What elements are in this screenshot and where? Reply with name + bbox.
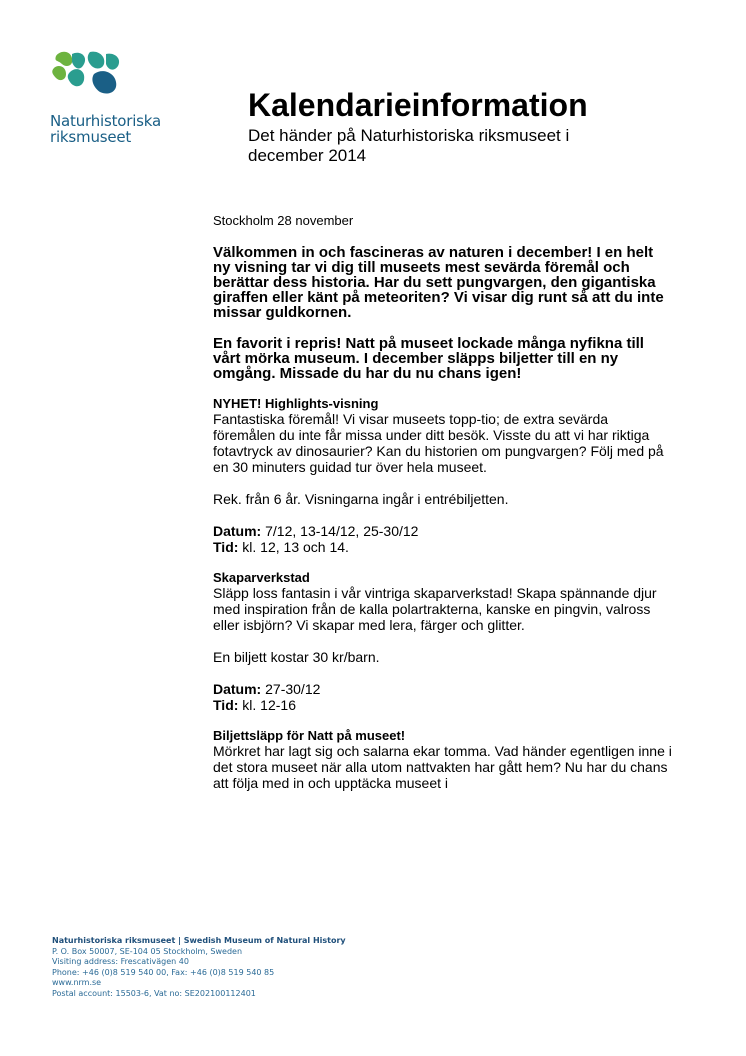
footer-line: Phone: +46 (0)8 519 540 00, Fax: +46 (0)8 519 540 85 — [52, 967, 275, 977]
logo-name-line1: Naturhistoriska — [50, 112, 162, 130]
section-heading: NYHET! Highlights-visning — [213, 396, 379, 411]
footer-title: Naturhistoriska riksmuseet | Swedish Museum of Natural History — [52, 936, 346, 945]
datum-label: Datum: — [213, 681, 262, 697]
tid-value: kl. 12-16 — [238, 697, 296, 713]
logo-name-line2: riksmuseet — [50, 128, 132, 146]
document-header — [248, 86, 708, 166]
section-highlights — [213, 397, 673, 555]
footer-line: Visiting address: Frescativägen 40 — [52, 957, 189, 966]
section-schedule — [213, 681, 673, 713]
logo-mark-icon — [50, 48, 128, 108]
section-body: Fantastiska föremål! Vi visar museets topp-tio; de extra sevärda föremålen du inte får missa under ditt besök. Visste du att vi har riktiga fotavtryck av dinosaurier? Kan du historien om pungvargen? Följ med på en 30 minuters guidad tur över hela museet. — [213, 411, 664, 475]
dateline: Stockholm 28 november — [213, 213, 354, 228]
tid-row — [213, 697, 673, 713]
footer-line: P. O. Box 50007, SE-104 05 Stockholm, Sweden — [52, 946, 243, 956]
document-subtitle — [248, 126, 708, 166]
logo-wordmark — [50, 113, 161, 145]
lead-paragraph-2: En favorit i repris! Natt på museet lockade många nyfikna till vårt mörka museum. I december släpps biljetter till en ny omgång. Missade du har du nu chans igen! — [213, 335, 644, 382]
subtitle-line1: Det händer på Naturhistoriska riksmuseet i — [248, 126, 570, 145]
section-schedule — [213, 523, 673, 555]
datum-value: 27-30/12 — [261, 681, 321, 697]
tid-label: Tid: — [213, 539, 239, 555]
lead-paragraph-1: Välkommen in och fascineras av naturen i december! I en helt ny visning tar vi dig till museets mest sevärda föremål och berättar dess historia. Har du sett pungvargen, den gigantiska giraffen eller känt på meteoriten? Vi visar dig runt så att du inte missar guldkornen. — [213, 244, 664, 321]
document-footer — [52, 936, 346, 999]
section-natt-pa-museet — [213, 729, 673, 791]
section-note: En biljett kostar 30 kr/barn. — [213, 649, 380, 665]
subtitle-line2: december 2014 — [248, 146, 367, 165]
datum-row — [213, 681, 673, 697]
section-body: Mörkret har lagt sig och salarna ekar tomma. Vad händer egentligen inne i det stora museet när alla utom nattvakten har gått hem? Nu har du chans att följa med in och upptäcka museet i — [213, 743, 672, 791]
document-title: Kalendarieinformation — [248, 87, 588, 123]
datum-value: 7/12, 13-14/12, 25-30/12 — [261, 523, 419, 539]
datum-label: Datum: — [213, 523, 262, 539]
section-skaparverkstad — [213, 571, 673, 713]
tid-label: Tid: — [213, 697, 239, 713]
footer-line: www.nrm.se — [52, 978, 102, 987]
document-body — [213, 213, 673, 807]
section-body: Släpp loss fantasin i vår vintriga skaparverkstad! Skapa spännande djur med inspiration från de kalla polartrakterna, kanske en pingvin, valross eller isbjörn? Vi skapar med lera, färger och glitter. — [213, 585, 657, 633]
section-heading: Biljettsläpp för Natt på museet! — [213, 728, 406, 743]
tid-row — [213, 539, 673, 555]
datum-row — [213, 523, 673, 539]
section-heading: Skaparverkstad — [213, 570, 310, 585]
section-note: Rek. från 6 år. Visningarna ingår i entrébiljetten. — [213, 491, 509, 507]
tid-value: kl. 12, 13 och 14. — [238, 539, 349, 555]
museum-logo — [50, 48, 170, 108]
footer-line: Postal account: 15503-6, Vat no: SE202100112401 — [52, 988, 256, 998]
